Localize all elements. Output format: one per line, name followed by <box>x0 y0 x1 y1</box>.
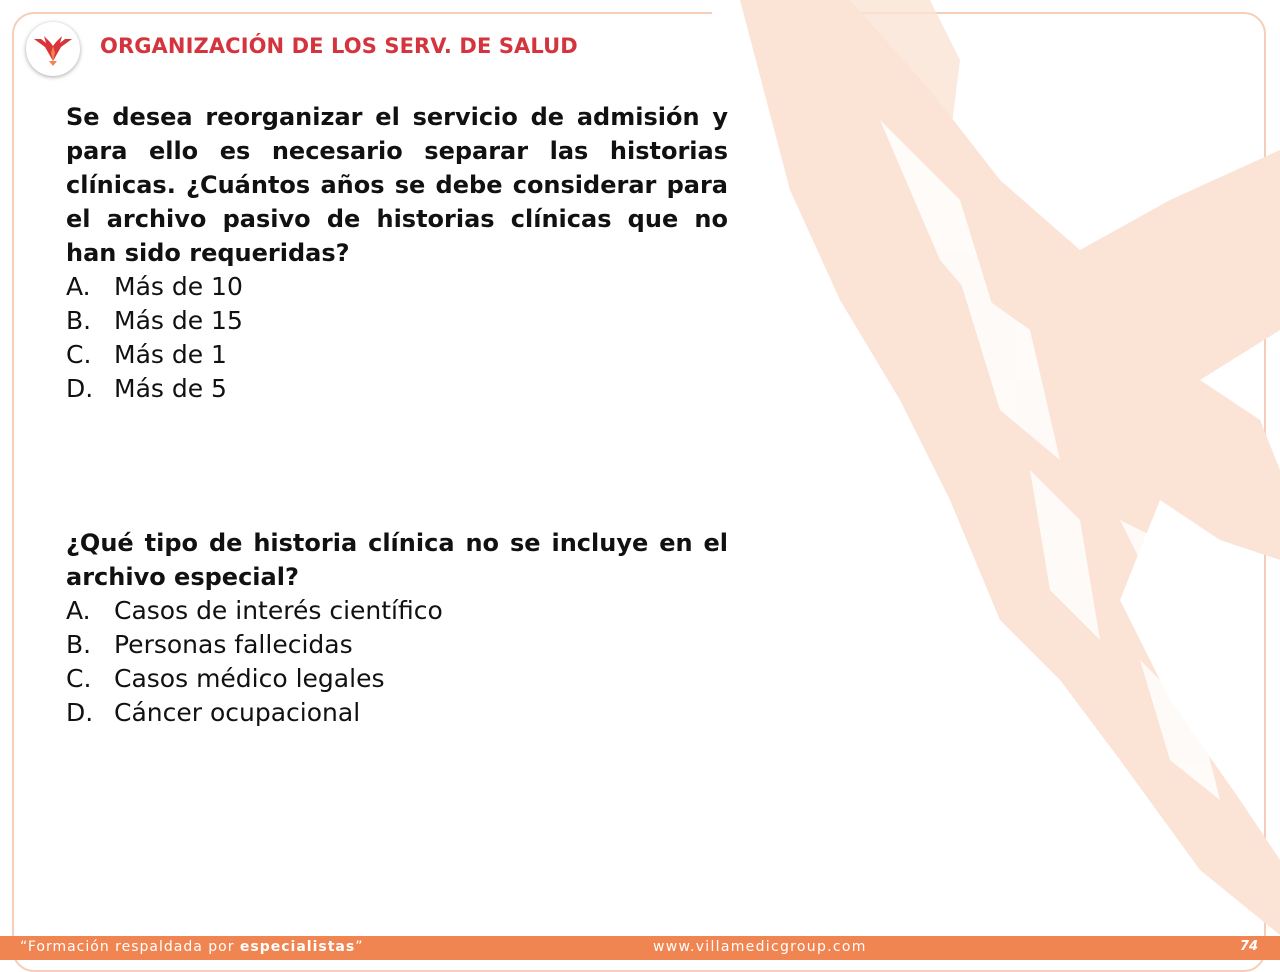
option-b <box>66 628 728 662</box>
option-letter: D. <box>66 698 94 727</box>
option-text: Más de 15 <box>114 306 243 335</box>
option-text: Casos médico legales <box>114 664 385 693</box>
page-title: ORGANIZACIÓN DE LOS SERV. DE SALUD <box>100 34 578 58</box>
slogan-bold: especialistas <box>239 939 356 955</box>
option-a <box>66 594 728 628</box>
page-number: 74 <box>1240 939 1259 954</box>
option-c <box>66 662 728 696</box>
footer-slogan <box>20 939 363 955</box>
footer-url: www.villamedicgroup.com <box>653 939 867 955</box>
option-text: Cáncer ocupacional <box>114 698 361 727</box>
option-letter: A. <box>66 272 91 301</box>
option-d <box>66 372 728 406</box>
option-a <box>66 270 728 304</box>
option-text: Casos de interés científico <box>114 596 443 625</box>
option-text: Más de 1 <box>114 340 227 369</box>
option-text: Más de 10 <box>114 272 243 301</box>
company-logo <box>26 22 80 76</box>
options-list <box>66 594 728 730</box>
option-letter: A. <box>66 596 91 625</box>
question-2 <box>66 526 728 730</box>
option-letter: C. <box>66 664 92 693</box>
option-letter: C. <box>66 340 92 369</box>
option-text: Más de 5 <box>114 374 227 403</box>
option-text: Personas fallecidas <box>114 630 353 659</box>
slogan-suffix: ” <box>355 939 364 955</box>
footer-bar <box>0 936 1280 960</box>
option-d <box>66 696 728 730</box>
option-letter: D. <box>66 374 94 403</box>
options-list <box>66 270 728 406</box>
question-text: Se desea reorganizar el servicio de admisión y para ello es necesario separar las historias clínicas. ¿Cuántos años se debe considerar para el archivo pasivo de historias clínicas que no han sido requeridas? <box>66 103 728 267</box>
question-1 <box>66 100 728 406</box>
slogan-prefix: “Formación respaldada por <box>20 939 240 955</box>
option-letter: B. <box>66 630 92 659</box>
question-text: ¿Qué tipo de historia clínica no se incluye en el archivo especial? <box>66 529 728 591</box>
frame-gap <box>712 6 818 20</box>
phoenix-logo-icon <box>32 31 74 67</box>
option-c <box>66 338 728 372</box>
option-b <box>66 304 728 338</box>
option-letter: B. <box>66 306 92 335</box>
